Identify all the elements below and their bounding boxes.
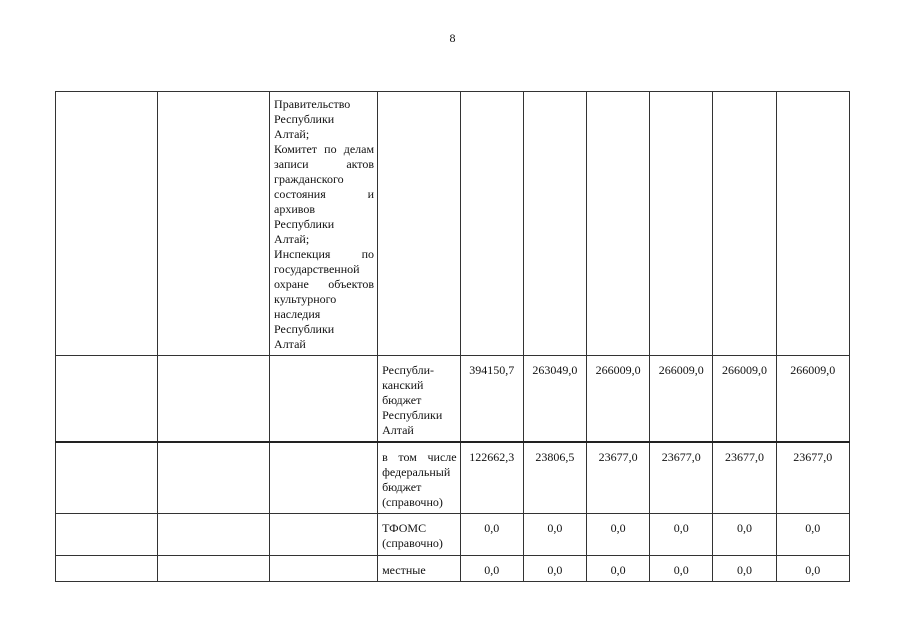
- amount-cell: 0,0: [713, 514, 776, 556]
- amount-cell: 266009,0: [713, 356, 776, 443]
- amount-cell: 266009,0: [650, 356, 713, 443]
- executor-line: гражданского: [274, 172, 344, 186]
- amount-cell: 266009,0: [776, 356, 849, 443]
- amount-cell: 0,0: [713, 556, 776, 582]
- funding-source-line: ТФОМС: [382, 521, 427, 535]
- executor-line: Правительство: [274, 97, 351, 111]
- empty-cell: [56, 556, 158, 582]
- amount-cell: 0,0: [460, 514, 523, 556]
- amount-cell: 0,0: [650, 514, 713, 556]
- empty-cell: [650, 92, 713, 356]
- funding-source-line: Алтай: [382, 423, 414, 437]
- budget-table: [55, 91, 850, 582]
- empty-cell: [56, 92, 158, 356]
- executor-line: Республики: [274, 322, 335, 336]
- executor-line: культурного: [274, 292, 337, 306]
- amount-cell: 263049,0: [523, 356, 586, 443]
- funding-source-line: Республи-: [382, 363, 435, 377]
- empty-cell: [270, 442, 378, 514]
- amount-cell: 0,0: [460, 556, 523, 582]
- amount-cell: 23677,0: [586, 442, 649, 514]
- empty-cell: [56, 356, 158, 443]
- amount-cell: 23806,5: [523, 442, 586, 514]
- amount-cell: 0,0: [523, 514, 586, 556]
- empty-cell: [378, 92, 461, 356]
- funding-source-cell: [378, 442, 461, 514]
- amount-cell: 122662,3: [460, 442, 523, 514]
- funding-source-line: бюджет: [382, 480, 422, 494]
- page-number: 8: [449, 31, 456, 45]
- empty-cell: [270, 514, 378, 556]
- executors-text: [274, 97, 374, 352]
- funding-source-line: канский: [382, 378, 424, 392]
- amount-cell: 394150,7: [460, 356, 523, 443]
- empty-cell: [523, 92, 586, 356]
- executor-line: записи актов: [274, 157, 375, 171]
- empty-cell: [713, 92, 776, 356]
- amount-cell: 23677,0: [713, 442, 776, 514]
- funding-source-cell: [378, 356, 461, 443]
- funding-source-cell: [378, 556, 461, 582]
- funding-source-line: (справочно): [382, 495, 443, 509]
- table-row: [56, 442, 850, 514]
- amount-cell: 266009,0: [586, 356, 649, 443]
- funding-source-line: Республики: [382, 408, 443, 422]
- executor-line: охране объектов: [274, 277, 375, 291]
- table-row: [56, 556, 850, 582]
- executor-line: Алтай: [274, 337, 306, 351]
- funding-source-line: в том числе: [382, 450, 457, 464]
- table-row: [56, 356, 850, 443]
- amount-cell: 0,0: [586, 514, 649, 556]
- amount-cell: 0,0: [650, 556, 713, 582]
- empty-cell: [460, 92, 523, 356]
- funding-source-line: (справочно): [382, 536, 443, 550]
- executor-line: архивов: [274, 202, 316, 216]
- empty-cell: [586, 92, 649, 356]
- executor-line: наследия: [274, 307, 321, 321]
- executor-line: Республики: [274, 112, 335, 126]
- executor-line: Республики: [274, 217, 335, 231]
- empty-cell: [157, 514, 269, 556]
- empty-cell: [157, 556, 269, 582]
- table-row: [56, 514, 850, 556]
- executor-line: Алтай;: [274, 232, 310, 246]
- executor-line: государственной: [274, 262, 360, 276]
- empty-cell: [270, 556, 378, 582]
- executors-cell: [270, 92, 378, 356]
- amount-cell: 0,0: [523, 556, 586, 582]
- amount-cell: 23677,0: [776, 442, 849, 514]
- empty-cell: [56, 442, 158, 514]
- empty-cell: [157, 92, 269, 356]
- executor-line: Инспекция по: [274, 247, 375, 261]
- funding-source-line: бюджет: [382, 393, 422, 407]
- executor-line: состояния и: [274, 187, 375, 201]
- empty-cell: [56, 514, 158, 556]
- funding-source-cell: [378, 514, 461, 556]
- executor-line: Алтай;: [274, 127, 310, 141]
- funding-source-line: федеральный: [382, 465, 451, 479]
- funding-source-line: местные: [382, 563, 426, 577]
- amount-cell: 0,0: [776, 556, 849, 582]
- executor-line: Комитет по делам: [274, 142, 375, 156]
- empty-cell: [157, 356, 269, 443]
- amount-cell: 0,0: [776, 514, 849, 556]
- empty-cell: [270, 356, 378, 443]
- amount-cell: 0,0: [586, 556, 649, 582]
- empty-cell: [157, 442, 269, 514]
- amount-cell: 23677,0: [650, 442, 713, 514]
- table-row-executors: [56, 92, 850, 356]
- empty-cell: [776, 92, 849, 356]
